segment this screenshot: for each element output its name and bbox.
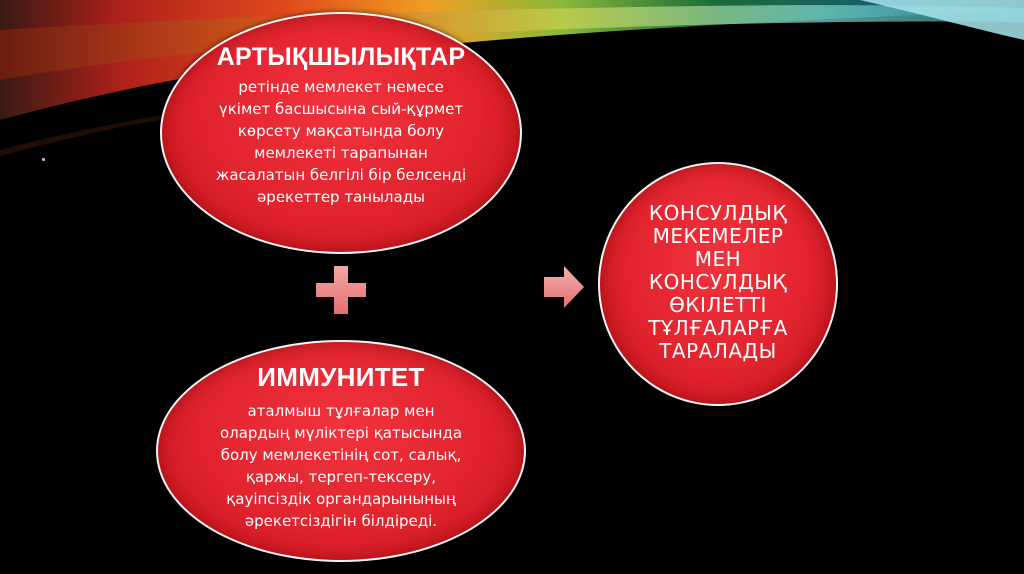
- consular-line: ӨКІЛЕТТІ: [669, 293, 767, 317]
- immunity-line: болу мемлекетінің сот, салық,: [220, 446, 462, 464]
- advantages-description: [196, 76, 486, 208]
- advantages-line: әрекеттер танылады: [257, 188, 425, 206]
- consular-line: МЕКЕМЕЛЕР: [652, 224, 784, 248]
- immunity-line: әрекетсіздігін білдіреді.: [244, 512, 438, 530]
- consular-ellipse: [598, 162, 838, 406]
- immunity-line: қауіпсіздік органдарынының: [226, 490, 456, 508]
- advantages-line: жасалатын белгілі бір белсенді: [215, 166, 467, 184]
- plus-icon: [316, 266, 366, 314]
- immunity-ellipse: [156, 340, 526, 562]
- immunity-line: аталмыш тұлғалар мен: [247, 402, 435, 420]
- consular-line: ТҰЛҒАЛАРҒА: [648, 316, 788, 340]
- stray-dot: [42, 158, 45, 161]
- immunity-line: қаржы, тергеп-тексеру,: [245, 468, 437, 486]
- consular-line: МЕН: [694, 247, 742, 271]
- consular-line: КОНСУЛДЫҚ: [648, 270, 788, 294]
- advantages-ellipse: [160, 12, 522, 254]
- consular-text: [612, 202, 824, 363]
- advantages-title: АРТЫҚШЫЛЫҚТАР: [216, 43, 466, 71]
- advantages-line: көрсету мақсатында болу: [237, 122, 445, 140]
- consular-line: КОНСУЛДЫҚ: [648, 201, 788, 225]
- advantages-line: мемлекеті тарапынан: [254, 144, 428, 162]
- arrow-right-icon: [544, 266, 584, 308]
- advantages-line: үкімет басшысына сый-құрмет: [218, 100, 464, 118]
- immunity-title: ИММУНИТЕТ: [257, 362, 425, 392]
- consular-line: ТАРАЛАДЫ: [659, 339, 777, 363]
- advantages-line: ретінде мемлекет немесе: [238, 78, 444, 96]
- immunity-description: [188, 400, 494, 532]
- immunity-line: олардың мүліктері қатысында: [219, 424, 463, 442]
